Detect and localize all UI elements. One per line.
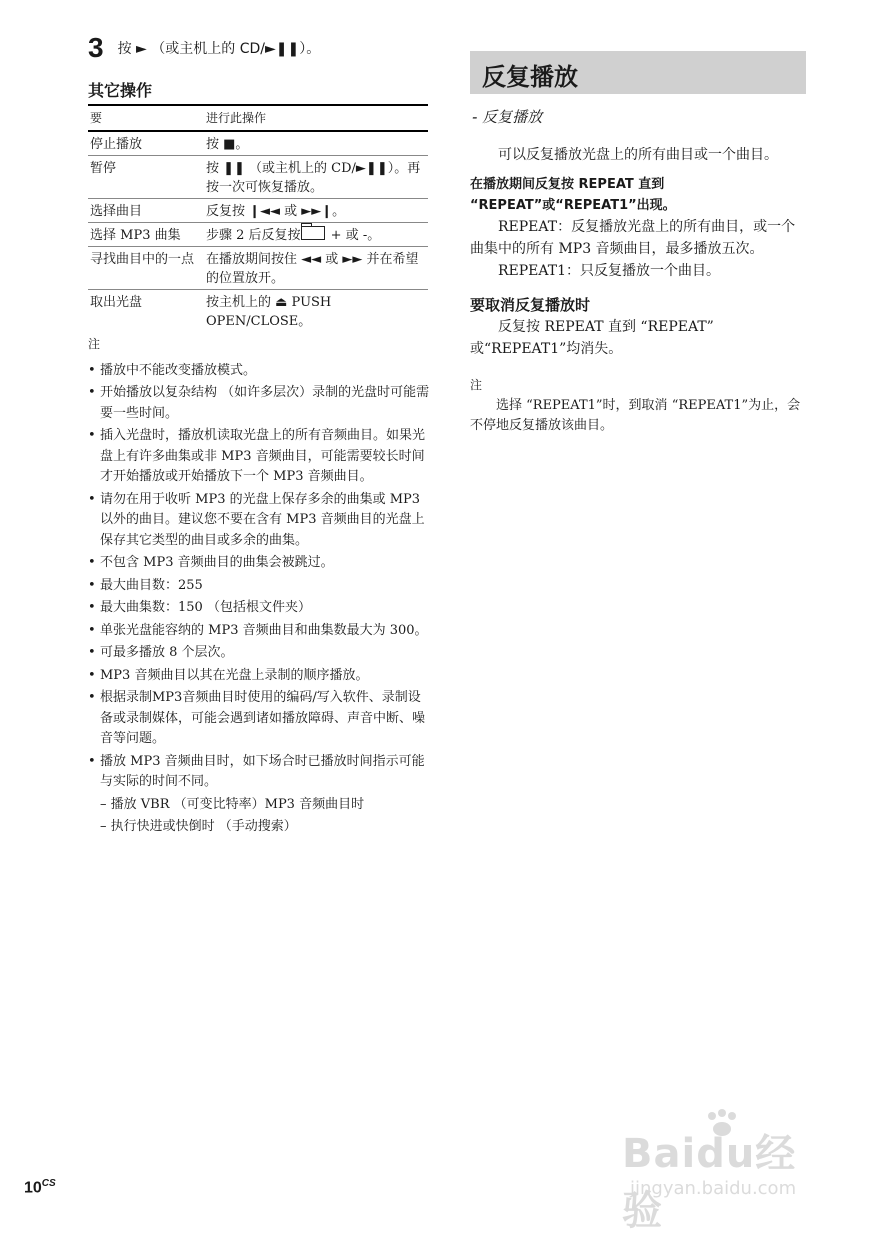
table-row <box>88 223 428 247</box>
notes-title: 注 <box>88 337 101 351</box>
repeat1-description: REPEAT1：只反复播放一个曲目。 <box>498 263 720 279</box>
step-text: 按 ► （或主机上的 CD/►❚❚）。 <box>117 41 321 57</box>
page-number <box>24 1178 56 1197</box>
list-item: • 不包含 MP3 音频曲目的曲集会被跳过。 <box>88 553 433 574</box>
list-item: • 插入光盘时，播放机读取光盘上的所有音频曲目。如果光盘上有许多曲集或非 MP3 音频曲目，可能需要较长时间才开始播放或开始播放下一个 MP3 音频曲目。 <box>88 426 433 488</box>
cancel-text: 反复按 REPEAT 直到 “REPEAT” 或“REPEAT1”均消失。 <box>470 319 714 357</box>
list-item: • 开始播放以复杂结构 （如许多层次）录制的光盘时可能需要一些时间。 <box>88 383 433 424</box>
action-text-prefix: 步骤 2 后反复按 <box>206 228 301 243</box>
table-cell-want: 暂停 <box>88 156 204 199</box>
table-cell-action: 按主机上的 ⏏ PUSH OPEN/CLOSE。 <box>206 295 332 329</box>
list-item: • 播放中不能改变播放模式。 <box>88 361 433 382</box>
notes-list <box>88 361 433 838</box>
table-cell-action: 按 ❚❚ （或主机上的 CD/►❚❚）。再按一次可恢复播放。 <box>204 156 428 199</box>
right-note-title: 注 <box>470 378 483 392</box>
table-cell-want: 选择曲目 <box>88 199 204 223</box>
step-number: 3 <box>88 32 104 63</box>
table-row <box>88 247 428 290</box>
list-item: • 最大曲目数：255 <box>88 576 433 597</box>
operations-table <box>88 104 428 332</box>
repeat-description: REPEAT：反复播放光盘上的所有曲目，或一个曲集中的所有 MP3 音频曲目，最多播放五次。 <box>470 219 796 257</box>
table-cell-want: 停止播放 <box>88 131 204 156</box>
folder-icon <box>301 226 325 240</box>
table-cell-action <box>204 223 428 247</box>
list-item: • 可最多播放 8 个层次。 <box>88 643 433 664</box>
instruction-text: 在播放期间反复按 REPEAT 直到 “REPEAT”或“REPEAT1”出现。 <box>470 177 676 213</box>
right-note-text: 选择 “REPEAT1”时，到取消 “REPEAT1”为止，会不停地反复播放该曲目。 <box>470 398 801 433</box>
list-item: • 请勿在用于收听 MP3 的光盘上保存多余的曲集或 MP3 以外的曲目。建议您不要在含有 MP3 音频曲目的光盘上保存其它类型的曲目或多余的曲集。 <box>88 490 433 552</box>
section-title: 反复播放 <box>482 63 578 91</box>
action-text-suffix: + 或 -。 <box>326 228 381 243</box>
section-subtitle: - 反复播放 <box>472 108 543 126</box>
table-cell-want: 选择 MP3 曲集 <box>88 223 204 247</box>
table-cell-action: 按 ■。 <box>204 131 428 156</box>
cancel-heading: 要取消反复播放时 <box>470 296 591 314</box>
sub-list-item: – 执行快进或快倒时 （手动搜索） <box>100 819 297 834</box>
list-item: • 播放 MP3 音频曲目时，如下场合时已播放时间指示可能与实际的时间不同。 <box>88 752 433 793</box>
list-item: • 最大曲集数：150 （包括根文件夹） <box>88 598 433 619</box>
list-item: • 单张光盘能容纳的 MP3 音频曲目和曲集数最大为 300。 <box>88 621 433 642</box>
watermark <box>612 1112 827 1234</box>
table-row <box>88 131 428 156</box>
intro-text: 可以反复播放光盘上的所有曲目或一个曲目。 <box>498 147 778 163</box>
list-item: • 根据录制MP3音频曲目时使用的编码/写入软件、录制设备或录制媒体，可能会遇到诸如播放障碍、声音中断、噪音等问题。 <box>88 688 433 750</box>
sub-list-item: – 播放 VBR （可变比特率）MP3 音频曲目时 <box>100 796 365 812</box>
step-instruction <box>88 34 448 62</box>
page-number-value: 10 <box>24 1179 42 1197</box>
table-cell-action: 反复按 ❙◄◄ 或 ►►❙。 <box>204 199 428 223</box>
table-header-row <box>88 105 428 131</box>
table-cell-action: 在播放期间按住 ◄◄ 或 ►► 并在希望的位置放开。 <box>204 247 428 290</box>
table-row <box>88 199 428 223</box>
table-cell-want: 寻找曲目中的一点 <box>88 247 204 290</box>
table-row <box>88 290 428 333</box>
repeat-play-body <box>470 144 808 436</box>
notes-section <box>88 334 433 840</box>
other-operations-heading: 其它操作 <box>88 81 153 100</box>
column-header-action: 进行此操作 <box>204 105 428 131</box>
page-number-suffix: CS <box>41 1178 56 1189</box>
column-header-want: 要 <box>88 105 204 131</box>
section-title-bar <box>470 51 806 94</box>
list-item: • MP3 音频曲目以其在光盘上录制的顺序播放。 <box>88 666 433 687</box>
watermark-url: jingyan.baidu.com <box>630 1178 797 1199</box>
table-cell-want: 取出光盘 <box>90 295 143 310</box>
table-row <box>88 156 428 199</box>
watermark-main-text: Baidu经验 <box>622 1131 797 1234</box>
